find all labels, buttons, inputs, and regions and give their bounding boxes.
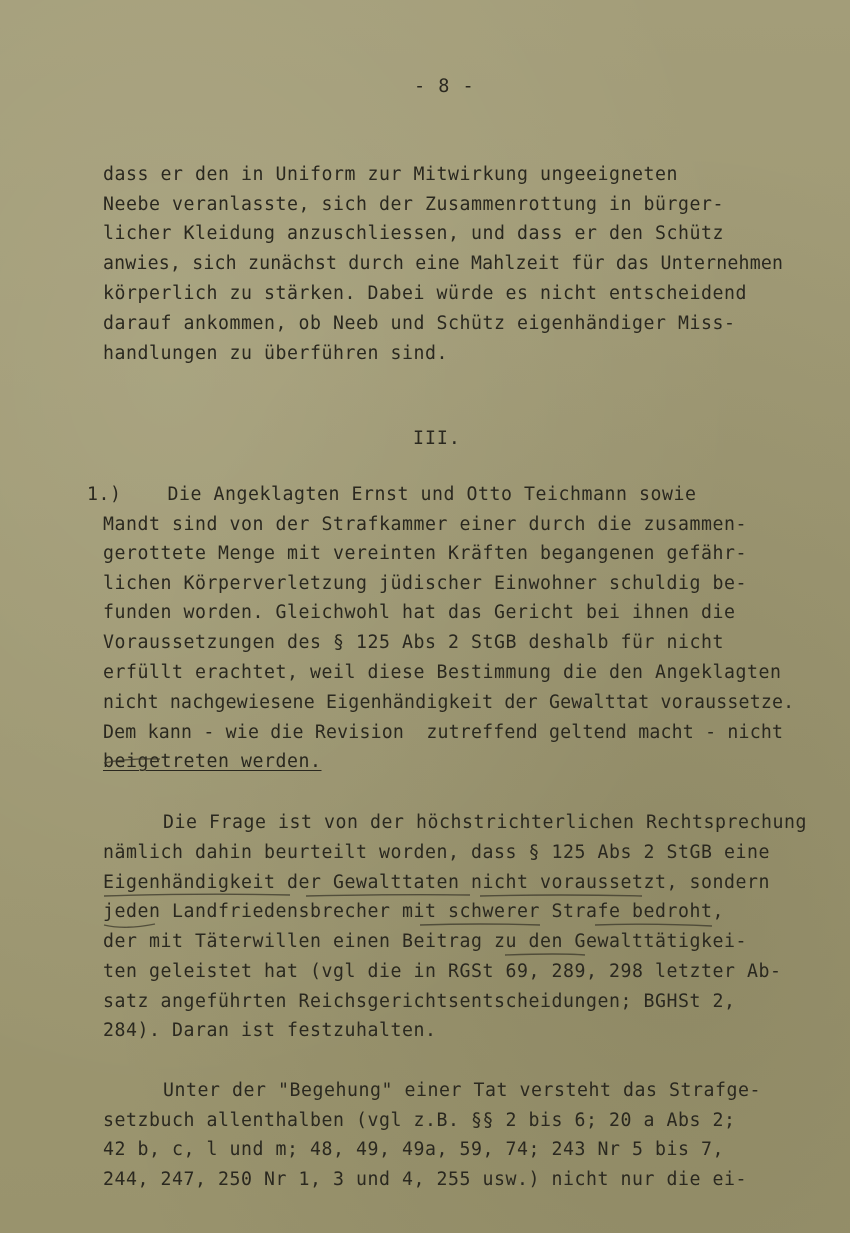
paragraph-line: beigetreten werden. <box>103 751 322 772</box>
paragraph-line: gerottete Menge mit vereinten Kräften begangenen gefähr- <box>103 543 747 564</box>
paragraph-line: anwies, sich zunächst durch eine Mahlzeit für das Unternehmen <box>103 253 784 274</box>
paragraph-line: 1.) Die Angeklagten Ernst und Otto Teichmann sowie <box>87 484 697 505</box>
paragraph-line: darauf ankommen, ob Neeb und Schütz eigenhändiger Miss- <box>103 313 736 334</box>
paragraph-line: Eigenhändigkeit der Gewalttaten nicht voraussetzt, sondern <box>103 872 770 893</box>
section-heading: III. <box>413 428 461 449</box>
paragraph-line: licher Kleidung anzuschliessen, und dass er den Schütz <box>103 223 724 244</box>
paragraph-line: Mandt sind von der Strafkammer einer durch die zusammen- <box>103 514 747 535</box>
paragraph-line: Voraussetzungen des § 125 Abs 2 StGB deshalb für nicht <box>103 632 724 653</box>
paragraph-line: 244, 247, 250 Nr 1, 3 und 4, 255 usw.) nicht nur die ei- <box>103 1169 747 1190</box>
paragraph-line: der mit Täterwillen einen Beitrag zu den Gewalttätigkei- <box>103 931 747 952</box>
paragraph-line: Dem kann - wie die Revision zutreffend geltend macht - nicht <box>103 722 784 743</box>
paragraph-line: nämlich dahin beurteilt worden, dass § 125 Abs 2 StGB eine <box>103 842 770 863</box>
paragraph-line: ten geleistet hat (vgl die in RGSt 69, 289, 298 letzter Ab- <box>103 961 782 982</box>
paragraph-line: lichen Körperverletzung jüdischer Einwohner schuldig be- <box>103 573 747 594</box>
paragraph-line: 42 b, c, l und m; 48, 49, 49a, 59, 74; 243 Nr 5 bis 7, <box>103 1139 724 1160</box>
paragraph-line: handlungen zu überführen sind. <box>103 343 448 364</box>
paragraph-line: funden worden. Gleichwohl hat das Gericht bei ihnen die <box>103 602 736 623</box>
paragraph-line: körperlich zu stärken. Dabei würde es nicht entscheidend <box>103 283 747 304</box>
paragraph-line: 284). Daran ist festzuhalten. <box>103 1020 437 1041</box>
paragraph-line: Unter der "Begehung" einer Tat versteht das Strafge- <box>163 1080 761 1101</box>
paragraph-line: Neebe veranlasste, sich der Zusammenrottung in bürger- <box>103 194 724 215</box>
paragraph-line: erfüllt erachtet, weil diese Bestimmung die den Angeklagten <box>103 662 782 683</box>
paragraph-line: setzbuch allenthalben (vgl z.B. §§ 2 bis 6; 20 a Abs 2; <box>103 1110 736 1131</box>
paragraph-line: nicht nachgewiesene Eigenhändigkeit der Gewalttat voraussetze. <box>103 692 795 713</box>
paragraph-line: dass er den in Uniform zur Mitwirkung ungeeigneten <box>103 164 678 185</box>
page-number: - 8 - <box>414 76 475 97</box>
paragraph-line: satz angeführten Reichsgerichtsentscheidungen; BGHSt 2, <box>103 991 736 1012</box>
paragraph-line: Die Frage ist von der höchstrichterlichen Rechtsprechung <box>163 812 807 833</box>
paragraph-line: jeden Landfriedensbrecher mit schwerer Strafe bedroht, <box>103 901 724 922</box>
